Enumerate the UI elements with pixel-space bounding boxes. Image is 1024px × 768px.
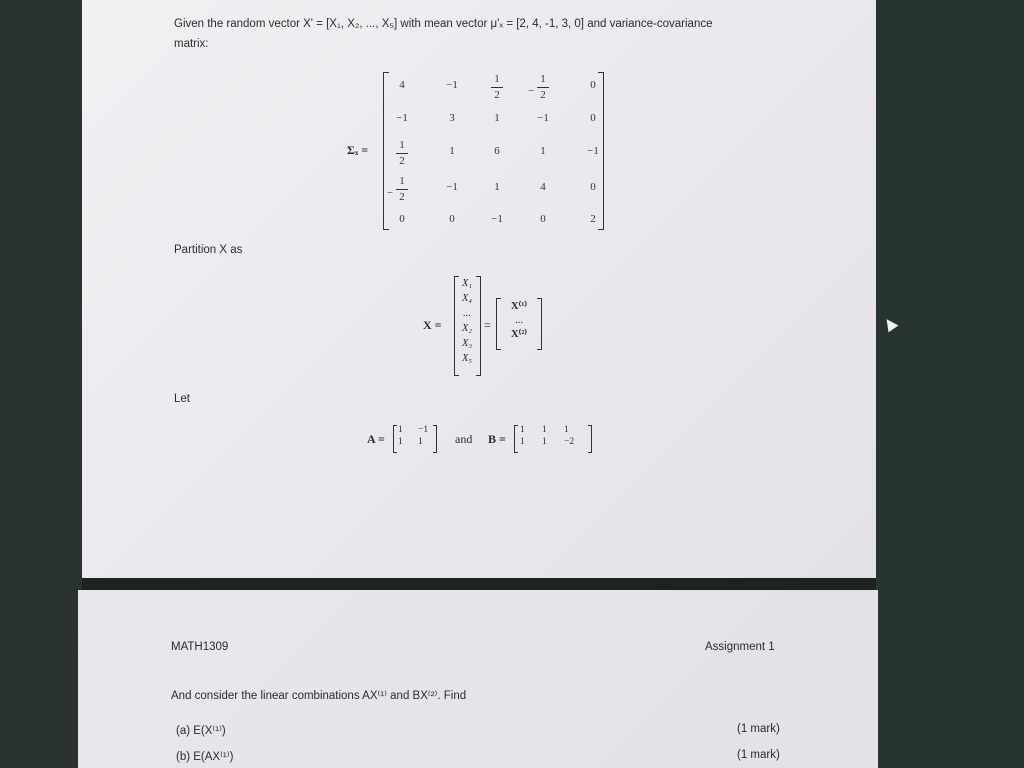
sigma-cell: −1 — [537, 112, 549, 124]
x-entry: X₄ — [461, 293, 473, 304]
b-cell: −2 — [564, 437, 575, 447]
sigma-cell: 6 — [494, 145, 500, 157]
sigma-cell: 0 — [399, 213, 405, 225]
b-cell: 1 — [520, 437, 525, 447]
block-entry: ... — [515, 315, 523, 326]
sigma-cell: −1 — [446, 181, 458, 193]
let-label: Let — [174, 393, 190, 405]
sigma-cell: −1 — [396, 112, 408, 124]
b-cell: 1 — [520, 425, 525, 435]
background-left — [0, 0, 82, 768]
sigma-cell: 0 — [449, 213, 455, 225]
x-entry: X₃ — [461, 338, 473, 349]
a-cell: 1 — [398, 425, 403, 435]
document-page-2 — [78, 590, 878, 768]
sigma-cell: 1 2 − — [528, 73, 558, 102]
b-right-bracket — [588, 425, 592, 453]
partition-label: Partition X as — [174, 244, 243, 256]
sigma-cell: 4 — [540, 181, 546, 193]
b-cell: 1 — [542, 437, 547, 447]
sigma-cell: 1 — [494, 112, 500, 124]
sigma-cell: 1 2 − — [387, 175, 417, 204]
b-cell: 1 — [542, 425, 547, 435]
course-code: MATH1309 — [171, 641, 229, 653]
page-separator — [82, 578, 876, 590]
intro-line-2: matrix: — [174, 38, 209, 50]
item-a-mark: (1 mark) — [737, 723, 780, 735]
consider-text: And consider the linear combinations AX⁽¹⁾ and BX⁽²⁾. Find — [171, 690, 467, 702]
block-entry: X⁽¹⁾ — [511, 301, 527, 312]
sigma-cell: −1 — [491, 213, 503, 225]
sigma-cell: 1 — [449, 145, 455, 157]
sigma-cell: 1 2 — [387, 139, 417, 168]
a-label: A = — [367, 432, 385, 446]
a-right-bracket — [433, 425, 437, 453]
b-cell: 1 — [564, 425, 569, 435]
block-right-bracket — [537, 298, 542, 350]
sigma-cell: −1 — [587, 145, 599, 157]
item-b-mark: (1 mark) — [737, 749, 780, 761]
b-label: B = — [488, 432, 506, 446]
assignment-title: Assignment 1 — [705, 641, 775, 653]
x-entry: X₁ — [461, 278, 473, 289]
item-a-label: (a) E(X⁽¹⁾) — [176, 725, 226, 737]
sigma-cell: 1 — [540, 145, 546, 157]
x-entry: X₂ — [461, 323, 473, 334]
item-b-label: (b) E(AX⁽¹⁾) — [176, 751, 234, 763]
sigma-cell: 1 — [494, 181, 500, 193]
sigma-cell: 0 — [590, 79, 596, 91]
a-cell: 1 — [418, 437, 423, 447]
sigma-label: Σₓ = — [347, 143, 369, 157]
sigma-cell: 0 — [540, 213, 546, 225]
and-label: and — [455, 432, 473, 446]
block-left-bracket — [496, 298, 501, 350]
x-label: X = — [423, 318, 442, 332]
sigma-cell: 0 — [590, 112, 596, 124]
b-left-bracket — [514, 425, 518, 453]
sigma-cell: 0 — [590, 181, 596, 193]
x-entry: X₅ — [461, 353, 473, 364]
sigma-cell: −1 — [446, 79, 458, 91]
partition-equals: = — [484, 318, 491, 332]
a-left-bracket — [393, 425, 397, 453]
x-entry: ... — [463, 308, 471, 319]
sigma-cell: 4 — [399, 79, 405, 91]
intro-line-1: Given the random vector X' = [X₁, X₂, ..., X₅] with mean vector μ'ₓ = [2, 4, -1, 3, 0] and variance-covariance — [174, 18, 713, 30]
block-entry: X⁽²⁾ — [511, 329, 527, 340]
a-cell: −1 — [418, 425, 429, 435]
sigma-cell: 1 2 — [482, 73, 512, 102]
sigma-cell: 2 — [590, 213, 596, 225]
background-right — [876, 0, 1024, 768]
sigma-cell: 3 — [449, 112, 455, 124]
a-cell: 1 — [398, 437, 403, 447]
